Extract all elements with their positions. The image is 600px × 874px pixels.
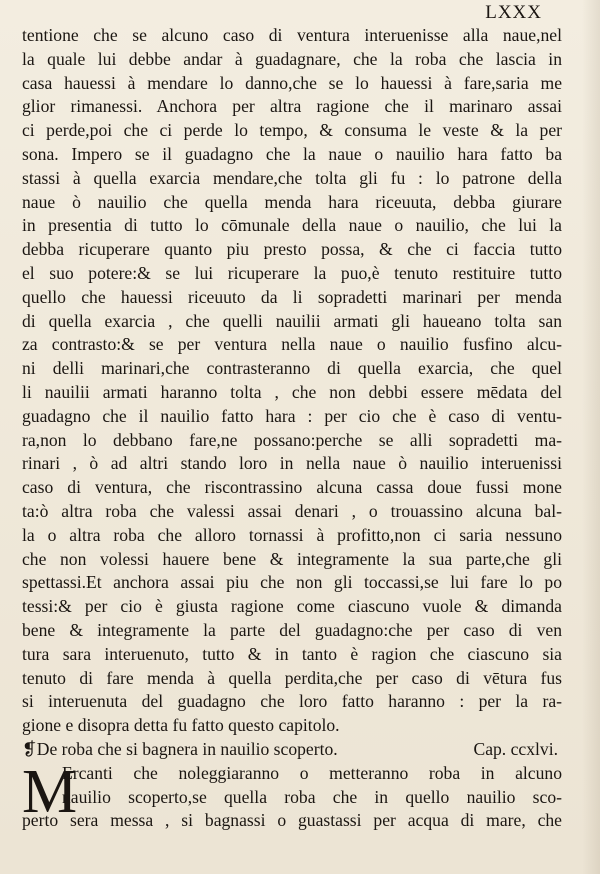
drop-cap: M: [22, 757, 78, 826]
text-line: bene & integramente la parte del guadagno:che per caso di ven: [22, 619, 562, 640]
text-line: che non volessi hauere bene & integramente la sua parte,che gli: [22, 548, 562, 569]
text-line: la quale lui debbe andar à guadagnare, che la roba che lascia in: [22, 48, 562, 69]
text-line: naue ò nauilio che quella menda hara riceuuta, debba giurare: [22, 191, 562, 212]
chapter-heading: [22, 738, 562, 762]
text-line: ta:ò altra roba che valessi assai denari , o trouassino alcuna bal-: [22, 500, 562, 521]
text-line: ci perde,poi che ci perde lo tempo, & consuma le veste & la per: [22, 120, 562, 141]
page-body: [22, 24, 562, 833]
text-line: la o altra roba che alloro tornassi à profitto,non ci saria nessuno: [22, 524, 562, 545]
chapter-text: [22, 757, 562, 833]
page-edge-shadow: [582, 0, 600, 874]
chapter-text-line: Ercanti che noleggiaranno o metteranno roba in alcuno: [62, 762, 562, 783]
text-line: tura sara interuenuto, tutto & in tanto è ragion che ciascuno sia: [22, 643, 562, 664]
text-line: guadagno che il nauilio fatto hara : per cio che è caso di ventu-: [22, 405, 562, 426]
chapter-title: ❡De roba che si bagnera in nauilio scoperto.: [22, 738, 338, 759]
paragraph: [22, 24, 562, 738]
text-line: casa hauessi à mendare lo danno,che se lo hauessi à fare,saria me: [22, 72, 562, 93]
text-line: tenuto di fare menda à quella perdita,che per caso di vētura fus: [22, 667, 562, 688]
text-line: tessi:& per cio è giusta ragione come ciascuno vuole & dimanda: [22, 596, 562, 617]
text-line: stassi à quella exarcia mendare,che tolta gli fu : lo patrone della: [22, 167, 562, 188]
text-line: rinari , ò ad altri stando loro in nella naue ò nauilio interuenissi: [22, 453, 562, 474]
text-line: debba ricuperare quanto piu presto possa, & che ci faccia tutto: [22, 239, 562, 260]
text-line: spettassi.Et anchora assai piu che non gli toccassi,se lui fare lo po: [22, 572, 562, 593]
text-line: gione e disopra detta fu fatto questo capitolo.: [22, 715, 340, 736]
text-line: glior rimanessi. Anchora per altra ragione che il marinaro assai: [22, 96, 562, 117]
text-line: sona. Impero se il guadagno che la naue o nauilio hara fatto ba: [22, 143, 562, 164]
chapter-text-line: nauilio scoperto,se quella roba che in quello nauilio sco-: [62, 786, 562, 807]
chapter-text-line: perto sera messa , si bagnassi o guastassi per acqua di mare, che: [22, 810, 562, 831]
text-line: in presentia di tutto lo cōmunale della naue o nauilio, che lui la: [22, 215, 562, 236]
text-line: za contrasto:& se per ventura nella naue o nauilio fusfino alcu-: [22, 334, 562, 355]
text-line: ra,non lo debbano fare,ne possano:perche se alli sopradetti ma-: [22, 429, 562, 450]
text-line: li nauilii armati haranno tolta , che non debbi essere mēdata del: [22, 381, 562, 402]
text-line: ni delli marinari,che contrasteranno di quella exarcia, che quel: [22, 358, 562, 379]
folio-number: LXXX: [485, 2, 542, 23]
chapter-number: Cap. ccxlvi.: [473, 738, 558, 759]
text-line: si interuenuta del guadagno che loro fatto haranno : per la ra-: [22, 691, 562, 712]
text-line: el suo potere:& se lui ricuperare la puo,è tenuto restituire tutto: [22, 262, 562, 283]
text-line: di quella exarcia , che quelli nauilii armati gli haueano tolta san: [22, 310, 562, 331]
text-line: tentione che se alcuno caso di ventura interuenisse alla naue,nel: [22, 25, 562, 45]
text-line: quello che hauessi riceuuto da li sopradetti marinari per menda: [22, 286, 562, 307]
text-line: caso di ventura, che riscontrassino alcuna cassa doue fussi mone: [22, 477, 562, 498]
